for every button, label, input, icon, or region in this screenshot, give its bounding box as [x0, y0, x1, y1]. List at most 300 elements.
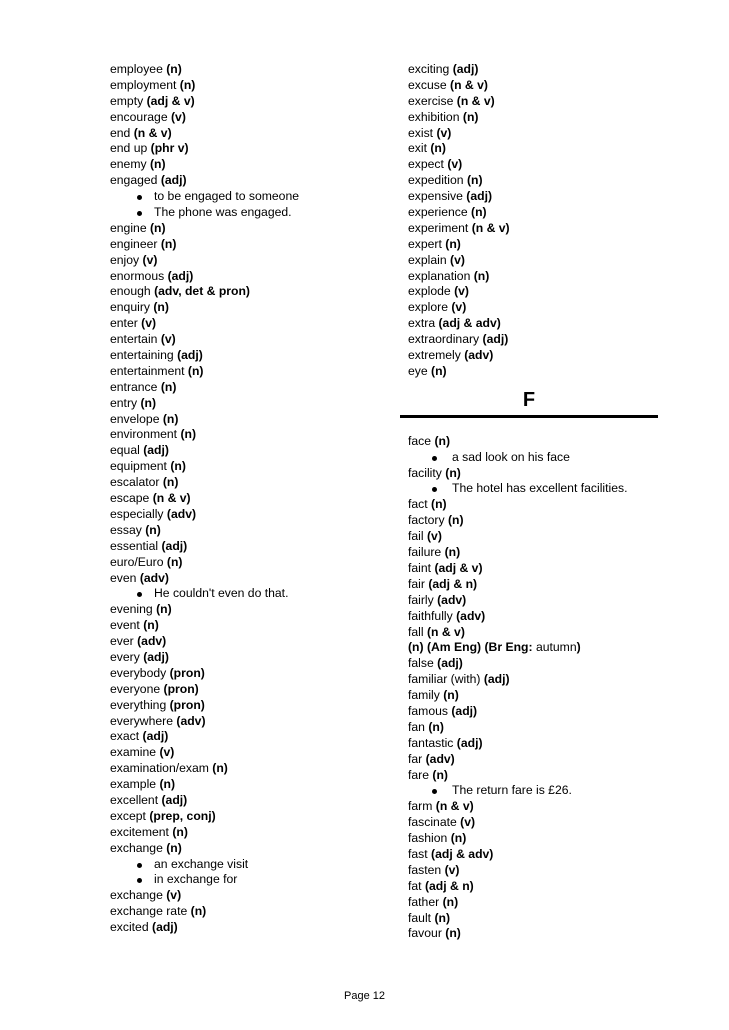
word-entry [408, 126, 668, 142]
word-entry [408, 926, 668, 942]
word-entry [408, 879, 668, 895]
part-of-speech: (n) [143, 618, 159, 633]
headword: enemy [110, 157, 147, 172]
word-entry [110, 698, 380, 714]
headword: encourage [110, 109, 168, 124]
word-entry [110, 364, 380, 380]
example-bullet [408, 481, 668, 497]
part-of-speech: (adj) [161, 792, 188, 807]
headword: fan [408, 719, 425, 734]
part-of-speech: (phr v) [150, 141, 189, 156]
word-entry [408, 577, 668, 593]
part-of-speech: (adj) [451, 703, 478, 718]
word-entry [408, 625, 668, 641]
headword: enough [110, 284, 151, 299]
part-of-speech: (n & v) [456, 93, 495, 108]
headword: expensive [408, 189, 463, 204]
word-entry [408, 545, 668, 561]
headword: explore [408, 300, 448, 315]
headword: engine [110, 220, 147, 235]
headword: extremely [408, 348, 461, 363]
headword: end up [110, 141, 148, 156]
headword: entertainment [110, 363, 185, 378]
example-text: to be engaged to someone [154, 189, 300, 204]
word-entry [408, 253, 668, 269]
headword: enter [110, 316, 138, 331]
part-of-speech: (n) [156, 602, 172, 617]
word-entry [408, 752, 668, 768]
part-of-speech: (n & v) [133, 125, 172, 140]
headword: even [110, 570, 137, 585]
headword: fasten [408, 862, 442, 877]
part-of-speech: (v) [447, 157, 463, 172]
example-bullet [408, 783, 668, 799]
word-entry [110, 110, 380, 126]
headword: engineer [110, 236, 158, 251]
part-of-speech: (n & v) [426, 624, 465, 639]
headword: escalator [110, 475, 160, 490]
headword: essential [110, 538, 159, 553]
word-entry [408, 895, 668, 911]
part-of-speech: (n) [471, 205, 487, 220]
word-entry [408, 911, 668, 927]
headword: equipment [110, 459, 167, 474]
headword: except [110, 808, 146, 823]
word-entry [408, 237, 668, 253]
left-column [110, 62, 380, 936]
headword: everything [110, 697, 167, 712]
part-of-speech: (n) [430, 141, 446, 156]
word-entry [408, 736, 668, 752]
word-entry [110, 157, 380, 173]
headword: false [408, 656, 434, 671]
headword: factory [408, 513, 445, 528]
part-of-speech: (v) [160, 332, 176, 347]
usage-note [408, 640, 668, 656]
headword: extraordinary [408, 332, 480, 347]
headword: exhibition [408, 109, 460, 124]
headword: fair [408, 576, 425, 591]
example-text: The hotel has excellent facilities. [452, 481, 628, 496]
headword: fantastic [408, 735, 454, 750]
word-entry [408, 110, 668, 126]
part-of-speech: (adj) [177, 348, 203, 363]
word-entry [408, 863, 668, 879]
word-entry [408, 205, 668, 221]
headword: envelope [110, 411, 160, 426]
word-entry [110, 459, 380, 475]
part-of-speech: (n) [431, 363, 447, 378]
word-entry [408, 768, 668, 784]
word-entry [110, 221, 380, 237]
headword: excited [110, 920, 149, 935]
headword: facility [408, 465, 442, 480]
part-of-speech: (v) [454, 284, 469, 299]
headword: failure [408, 545, 442, 560]
word-entry [110, 237, 380, 253]
part-of-speech: (n) [180, 427, 197, 442]
part-of-speech: (n) [160, 236, 177, 251]
part-of-speech: (n) [445, 926, 461, 941]
word-entry [110, 555, 380, 571]
word-entry [408, 497, 668, 513]
word-entry [110, 443, 380, 459]
headword: extra [408, 316, 436, 331]
headword: euro/Euro [110, 554, 164, 569]
part-of-speech: (n) [166, 554, 183, 569]
example-text: The return fare is £26. [452, 783, 572, 798]
headword: experience [408, 205, 468, 220]
word-entry [408, 364, 668, 380]
word-entry [408, 94, 668, 110]
part-of-speech: (n) [450, 831, 467, 846]
word-entry [110, 507, 380, 523]
word-entry [110, 650, 380, 666]
part-of-speech: (adj) [160, 173, 187, 188]
part-of-speech: (n) [162, 475, 179, 490]
word-entry [408, 62, 668, 78]
word-entry [408, 609, 668, 625]
headword: fat [408, 878, 422, 893]
part-of-speech: (n) [431, 497, 447, 512]
headword: exact [110, 729, 140, 744]
part-of-speech: (pron) [169, 697, 205, 712]
word-entry [110, 666, 380, 682]
word-entry [408, 831, 668, 847]
part-of-speech: (adv) [166, 506, 197, 521]
headword: explode [408, 284, 451, 299]
word-entry [110, 412, 380, 428]
word-entry [408, 704, 668, 720]
part-of-speech: (n) [149, 157, 166, 172]
part-of-speech: (n) [434, 433, 450, 448]
word-entry [408, 799, 668, 815]
usage-normal: autumn [532, 640, 577, 655]
word-entry [110, 904, 380, 920]
word-entry [408, 269, 668, 285]
headword: explain [408, 252, 447, 267]
headword: everyone [110, 681, 161, 696]
word-entry [408, 815, 668, 831]
part-of-speech: (n) [140, 395, 157, 410]
example-bullet [408, 450, 668, 466]
page-number: Page 12 [344, 990, 385, 1002]
part-of-speech: (pron) [163, 681, 199, 696]
example-bullet [110, 586, 380, 602]
part-of-speech: (v) [166, 888, 182, 903]
part-of-speech: (v) [444, 862, 460, 877]
headword: everywhere [110, 713, 173, 728]
word-entry [110, 888, 380, 904]
headword: expect [408, 157, 444, 172]
example-bullet [110, 189, 380, 205]
headword: expert [408, 236, 442, 251]
headword: exit [408, 141, 427, 156]
part-of-speech: (adv) [456, 608, 486, 623]
part-of-speech: (v) [142, 252, 158, 267]
word-entry [110, 841, 380, 857]
usage-bold: (n) (Am Eng) (Br Eng: [408, 640, 533, 655]
word-entry [110, 634, 380, 650]
part-of-speech: (v) [141, 316, 157, 331]
part-of-speech: (n) [166, 62, 182, 76]
word-entry [110, 618, 380, 634]
part-of-speech: (v) [171, 109, 186, 124]
part-of-speech: (n) [190, 904, 207, 919]
word-entry [408, 316, 668, 332]
part-of-speech: (n) [443, 688, 459, 703]
example-bullet [110, 872, 380, 888]
headword: enquiry [110, 300, 150, 315]
word-entry [110, 316, 380, 332]
part-of-speech: (adj) [437, 656, 463, 671]
headword: exchange [110, 888, 163, 903]
headword: fascinate [408, 815, 457, 830]
headword: faithfully [408, 608, 453, 623]
part-of-speech: (adj) [466, 189, 493, 204]
headword: far [408, 751, 423, 766]
headword: employee [110, 62, 163, 76]
part-of-speech: (n) [445, 236, 461, 251]
word-entry [408, 173, 668, 189]
word-entry [110, 300, 380, 316]
part-of-speech: (v) [436, 125, 452, 140]
part-of-speech: (n) [434, 910, 450, 925]
part-of-speech: (n) [466, 173, 483, 188]
headword: fashion [408, 831, 448, 846]
word-entry [408, 561, 668, 577]
word-entry [110, 714, 380, 730]
part-of-speech: (pron) [169, 665, 205, 680]
word-entry [110, 761, 380, 777]
part-of-speech: (n) [179, 77, 196, 92]
headword: entry [110, 395, 138, 410]
part-of-speech: (v) [159, 745, 175, 760]
example-bullet [110, 205, 380, 221]
headword: fall [408, 624, 424, 639]
headword: especially [110, 506, 164, 521]
part-of-speech: (adj) [152, 920, 178, 935]
headword: empty [110, 93, 144, 108]
section-letter: F [522, 388, 536, 411]
word-entry [110, 825, 380, 841]
headword: eye [408, 363, 428, 378]
word-entry [110, 126, 380, 142]
part-of-speech: (adv) [464, 348, 494, 363]
word-entry [408, 78, 668, 94]
word-entry [408, 847, 668, 863]
headword: exciting [408, 62, 450, 76]
part-of-speech: (adj) [142, 729, 169, 744]
word-entry [110, 682, 380, 698]
headword: fact [408, 497, 428, 512]
word-entry [110, 332, 380, 348]
part-of-speech: (n) [473, 268, 490, 283]
word-entry [408, 141, 668, 157]
word-entry [408, 221, 668, 237]
headword: fail [408, 529, 424, 544]
part-of-speech: (adv) [425, 751, 455, 766]
part-of-speech: (adj) [167, 268, 194, 283]
example-text: The phone was engaged. [154, 205, 292, 220]
part-of-speech: (n) [447, 513, 464, 528]
word-entry [408, 434, 668, 450]
part-of-speech: (adj) [161, 538, 188, 553]
part-of-speech: (adv) [137, 634, 167, 649]
part-of-speech: (adj & n) [424, 878, 474, 893]
part-of-speech: (n) [445, 465, 461, 480]
part-of-speech: (adj) [483, 672, 510, 687]
word-entry [110, 62, 380, 78]
part-of-speech: (n) [462, 109, 479, 124]
headword: exist [408, 125, 434, 140]
part-of-speech: (n) [159, 777, 176, 792]
headword: environment [110, 427, 178, 442]
word-entry [110, 809, 380, 825]
part-of-speech: (adj) [452, 62, 479, 76]
word-entry [110, 745, 380, 761]
word-entry [408, 672, 668, 688]
word-entry [110, 729, 380, 745]
part-of-speech: (n) [444, 545, 461, 560]
headword: favour [408, 926, 442, 941]
part-of-speech: (n) [172, 824, 188, 839]
usage-close: ) [576, 640, 581, 655]
word-entry [110, 427, 380, 443]
headword: examine [110, 745, 157, 760]
example-text: a sad look on his face [452, 449, 570, 464]
headword: familiar (with) [408, 672, 481, 687]
headword: fare [408, 767, 430, 782]
word-entry [110, 284, 380, 300]
headword: escape [110, 491, 150, 506]
part-of-speech: (adv) [139, 570, 169, 585]
part-of-speech: (adj & n) [428, 576, 478, 591]
part-of-speech: (n) [187, 363, 204, 378]
part-of-speech: (adv, det & pron) [154, 284, 250, 299]
part-of-speech: (adj) [143, 443, 169, 458]
headword: example [110, 777, 157, 792]
word-entry [408, 720, 668, 736]
part-of-speech: (n & v) [152, 491, 191, 506]
part-of-speech: (v) [450, 252, 465, 267]
part-of-speech: (n) [153, 300, 169, 315]
word-entry [408, 593, 668, 609]
example-text: in exchange for [154, 872, 238, 887]
word-entry [408, 656, 668, 672]
word-entry [110, 253, 380, 269]
part-of-speech: (adj & v) [146, 93, 195, 108]
part-of-speech: (v) [451, 300, 467, 315]
word-entry [110, 141, 380, 157]
headword: entrance [110, 379, 158, 394]
part-of-speech: (adj) [482, 332, 509, 347]
headword: fairly [408, 592, 434, 607]
word-entry [110, 777, 380, 793]
headword: family [408, 688, 440, 703]
part-of-speech: (n) [442, 894, 459, 909]
part-of-speech: (n) [170, 459, 186, 474]
word-entry [110, 269, 380, 285]
part-of-speech: (adj & adv) [431, 846, 494, 861]
headword: entertaining [110, 348, 174, 363]
word-entry [408, 332, 668, 348]
right-column [408, 62, 668, 942]
part-of-speech: (n) [432, 767, 448, 782]
headword: faint [408, 560, 432, 575]
part-of-speech: (adj & v) [434, 560, 483, 575]
headword: enormous [110, 268, 165, 283]
headword: essay [110, 522, 142, 537]
headword: excuse [408, 77, 447, 92]
headword: entertain [110, 332, 158, 347]
headword: exercise [408, 93, 454, 108]
part-of-speech: (n) [428, 719, 444, 734]
headword: evening [110, 602, 153, 617]
part-of-speech: (adv) [437, 592, 467, 607]
word-entry [408, 529, 668, 545]
part-of-speech: (adj) [456, 735, 483, 750]
word-entry [110, 491, 380, 507]
part-of-speech: (n) [145, 522, 161, 537]
headword: face [408, 433, 432, 448]
headword: exchange rate [110, 904, 188, 919]
part-of-speech: (v) [426, 529, 442, 544]
word-entry [408, 466, 668, 482]
word-entry [408, 688, 668, 704]
word-entry [408, 513, 668, 529]
section-divider [400, 415, 658, 418]
word-entry [110, 173, 380, 189]
section-heading [400, 382, 658, 430]
word-entry [408, 284, 668, 300]
part-of-speech: (n) [166, 840, 182, 855]
part-of-speech: (n) [212, 761, 228, 776]
part-of-speech: (adv) [176, 713, 206, 728]
word-entry [110, 94, 380, 110]
word-entry [110, 602, 380, 618]
word-entry [110, 348, 380, 364]
part-of-speech: (n) [150, 220, 166, 235]
word-entry [110, 539, 380, 555]
headword: explanation [408, 268, 471, 283]
part-of-speech: (adj) [143, 649, 169, 664]
headword: end [110, 125, 131, 140]
headword: equal [110, 443, 140, 458]
word-entry [110, 571, 380, 587]
headword: employment [110, 77, 177, 92]
word-entry [408, 300, 668, 316]
part-of-speech: (prep, conj) [149, 808, 216, 823]
example-text: an exchange visit [154, 856, 249, 871]
headword: event [110, 618, 140, 633]
headword: examination/exam [110, 761, 209, 776]
headword: experiment [408, 220, 469, 235]
example-text: He couldn't even do that. [154, 586, 289, 601]
word-entry [110, 396, 380, 412]
word-entry [110, 475, 380, 491]
word-entry [110, 793, 380, 809]
part-of-speech: (n & v) [450, 77, 488, 92]
part-of-speech: (n & v) [471, 220, 510, 235]
part-of-speech: (adj & adv) [438, 316, 501, 331]
headword: every [110, 649, 140, 664]
word-entry [110, 78, 380, 94]
headword: enjoy [110, 252, 140, 267]
part-of-speech: (v) [460, 815, 476, 830]
part-of-speech: (n & v) [435, 799, 474, 814]
headword: excitement [110, 824, 169, 839]
